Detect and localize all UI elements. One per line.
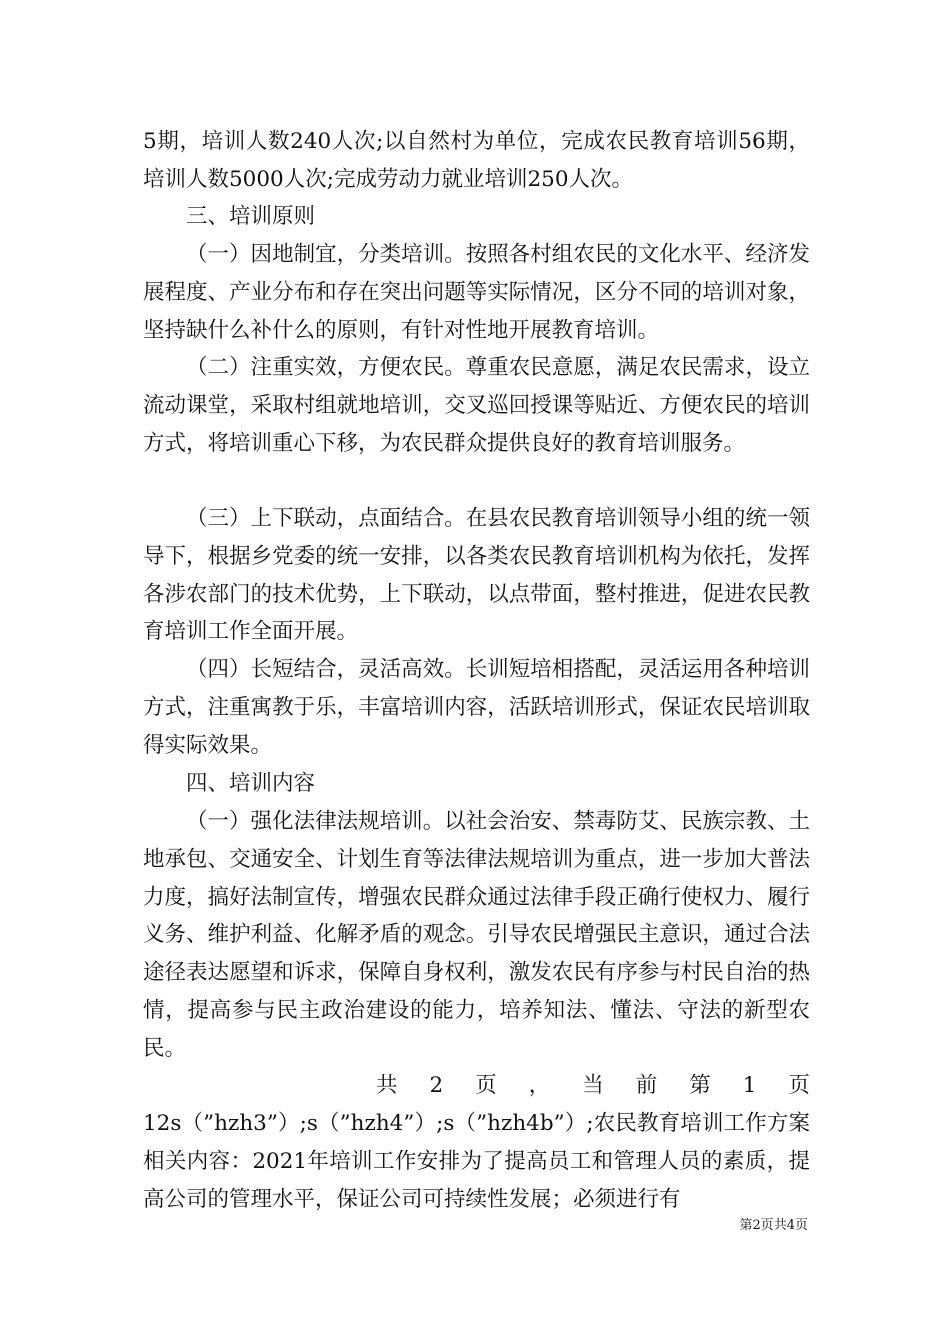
page-footer-number: 第2页共4页	[739, 1218, 808, 1233]
pager-char: 前	[635, 1073, 658, 1098]
paragraph-principle-1: （一）因地制宜，分类培训。按照各村组农民的文化水平、经济发展程度、产业分布和存在突出问题等实际情况，区分不同的培训对象，坚持缺什么补什么的原则，有针对性地开展教育培训。	[143, 242, 810, 343]
paragraph-training-stats: 5期，培训人数240人次;以自然村为单位，完成农民教育培训56期，培训人数5000人次;完成劳动力就业培训250人次。	[143, 129, 810, 192]
pager-char: ，	[528, 1073, 551, 1098]
pager-char: 共	[376, 1073, 398, 1098]
pager-char: 2	[429, 1073, 444, 1098]
paragraph-principle-2: （二）注重实效，方便农民。尊重农民意愿，满足农民需求，设立流动课堂，采取村组就地培训，交叉巡回授课等贴近、方便农民的培训方式，将培训重心下移，为农民群众提供良好的教育培训服务。	[143, 355, 810, 456]
pager-char: 当	[582, 1073, 604, 1098]
paragraph-principle-4: （四）长短结合，灵活高效。长训短培相搭配，灵活运用各种培训方式，注重寓教于乐，丰富培训内容，活跃培训形式，保证农民培训取得实际效果。	[143, 657, 810, 758]
pager-char: 页	[475, 1073, 497, 1098]
pager-char: 1	[742, 1073, 757, 1098]
paragraph-content-1: （一）强化法律法规培训。以社会治安、禁毒防艾、民族宗教、土地承包、交通安全、计划生育等法律法规培训为重点，进一步加大普法力度，搞好法制宣传，增强农民群众通过法律手段正确行使权力、履行义务、维护利益、化解矛盾的观念。引导农民增强民主意识，通过合法途径表达愿望和诉求，保障自身权利，激发农民有序参与村民自治的热情，提高参与民主政治建设的能力，培养知法、懂法、守法的新型农民。	[143, 809, 810, 1061]
paragraph-appended-text: 12s（”hzh3”）;s（”hzh4”）;s（”hzh4b”）;农民教育培训工作方案相关内容：2021年培训工作安排为了提高员工和管理人员的素质，提高公司的管理水平，保证公司可持续性发展；必须进行有	[143, 1111, 810, 1212]
heading-training-content: 四、培训内容	[186, 771, 316, 796]
inline-page-indicator	[376, 1067, 810, 1105]
heading-training-principles: 三、培训原则	[186, 204, 316, 229]
paragraph-principle-3: （三）上下联动，点面结合。在县农民教育培训领导小组的统一领导下，根据乡党委的统一安排，以各类农民教育培训机构为依托，发挥各涉农部门的技术优势，上下联动，以点带面，整村推进，促进农民教育培训工作全面开展。	[143, 506, 810, 645]
pager-char: 第	[689, 1073, 711, 1098]
pager-char: 页	[788, 1073, 810, 1098]
